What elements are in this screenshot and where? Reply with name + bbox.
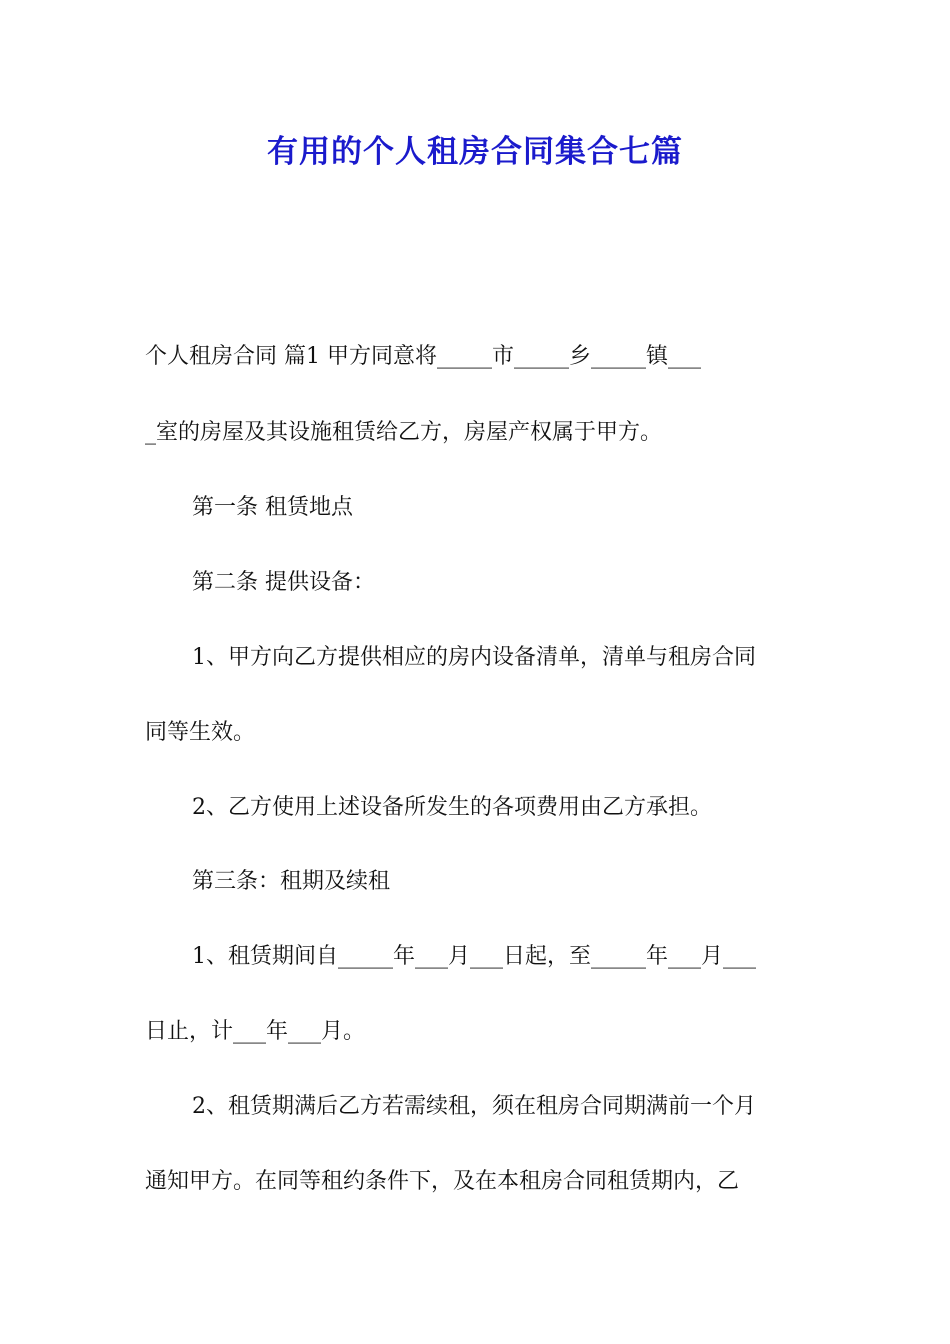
paragraph-line: 2、租赁期满后乙方若需续租，须在租房合同期满前一个月 xyxy=(192,1094,756,1119)
section-heading: 第二条 提供设备： xyxy=(192,570,375,595)
paragraph-line: 个人租房合同 篇1 甲方同意将_____市_____乡_____镇___ xyxy=(145,344,701,369)
paragraph-line: 通知甲方。在同等租约条件下，及在本租房合同租赁期内，乙 xyxy=(145,1169,740,1194)
paragraph-line: 1、甲方向乙方提供相应的房内设备清单，清单与租房合同 xyxy=(192,645,756,670)
paragraph-line: 1、租赁期间自_____年___月___日起，至_____年___月___ xyxy=(192,944,756,969)
section-heading: 第三条：租期及续租 xyxy=(192,869,391,894)
paragraph-line: 同等生效。 xyxy=(145,720,256,745)
document-title: 有用的个人租房合同集合七篇 xyxy=(267,134,683,170)
paragraph-line: 日止，计___年___月。 xyxy=(145,1019,366,1044)
paragraph-line: 2、乙方使用上述设备所发生的各项费用由乙方承担。 xyxy=(192,795,712,820)
section-heading: 第一条 租赁地点 xyxy=(192,495,353,520)
paragraph-line: _室的房屋及其设施租赁给乙方，房屋产权属于甲方。 xyxy=(145,420,663,445)
